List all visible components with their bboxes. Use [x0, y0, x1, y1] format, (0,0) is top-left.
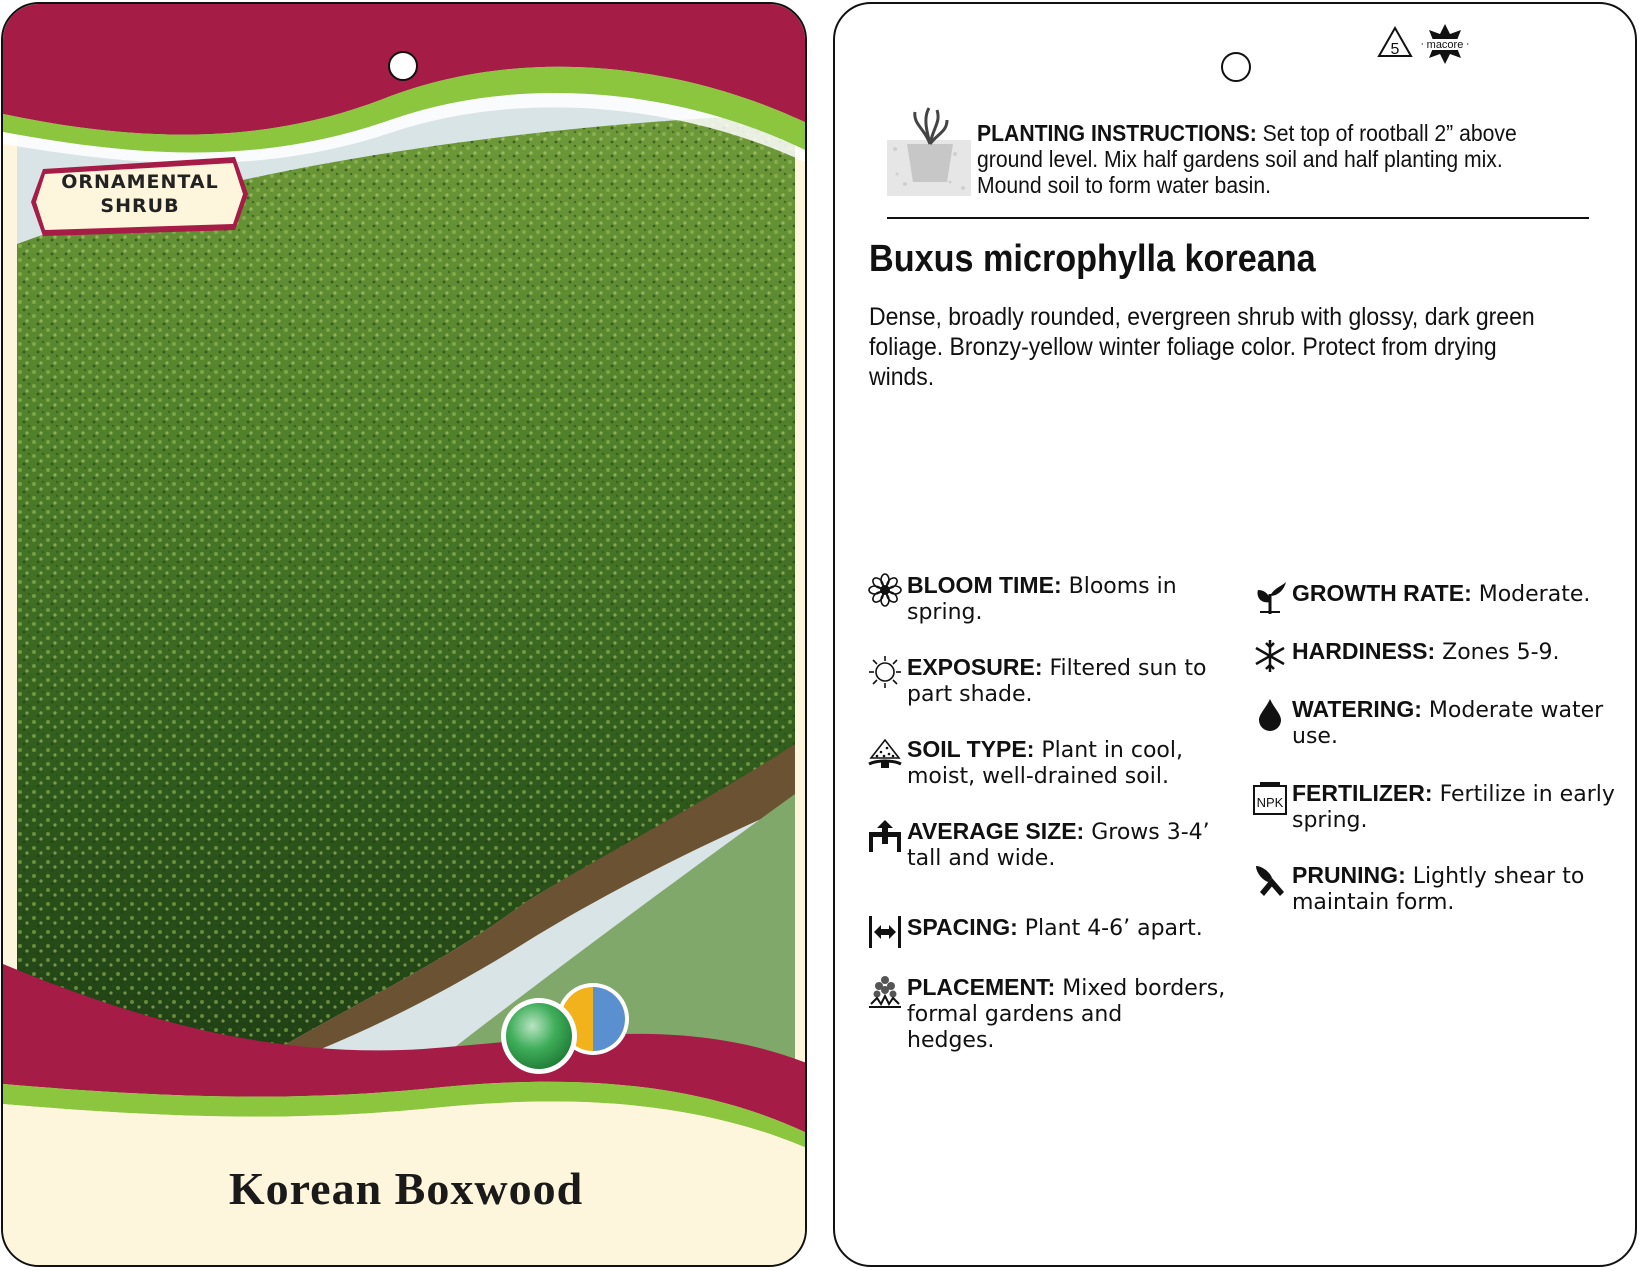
height-icon [867, 818, 903, 854]
description [869, 302, 1568, 392]
badge-line-2: SHRUB [100, 195, 180, 217]
sprout-icon [1252, 580, 1288, 616]
attr-value: spring. [907, 600, 983, 625]
attr-value: Zones 5-9. [1442, 640, 1560, 665]
planting-pot-icon [885, 104, 975, 199]
planting-text-1: Set top of rootball 2” above [1256, 120, 1517, 146]
attr-value: formal gardens and [907, 1002, 1123, 1027]
planting-label: PLANTING INSTRUCTIONS: [977, 120, 1257, 146]
placement-icon [867, 974, 903, 1010]
planting-line-2: ground level. Mix half gardens soil and half planting mix. [977, 146, 1503, 172]
attr-value: Filtered sun to [1049, 656, 1207, 681]
attr-label: SPACING [907, 914, 1011, 940]
common-name: Korean Boxwood [228, 1163, 584, 1214]
attr-label: SOIL TYPE [907, 736, 1027, 762]
attr-label: PRUNING [1292, 862, 1399, 888]
attr-label: WATERING [1292, 696, 1415, 722]
description-line-2: foliage. Bronzy-yellow winter foliage color. Protect from drying [869, 333, 1497, 361]
attr-value: Fertilize in early [1439, 782, 1615, 807]
description-line-3: winds. [869, 363, 935, 391]
attr-label: EXPOSURE [907, 654, 1035, 680]
attr-label: PLACEMENT [907, 974, 1048, 1000]
attr-value: part shade. [907, 682, 1033, 707]
npk-text: NPK [1256, 795, 1284, 810]
divider [887, 217, 1589, 219]
soil-icon [867, 736, 903, 772]
snowflake-icon [1252, 638, 1288, 674]
sun-icon [867, 654, 903, 690]
recycle-icon [1375, 22, 1415, 66]
water-drop-icon [1252, 696, 1288, 732]
hang-hole [1221, 52, 1251, 82]
botanical-name: Buxus microphylla koreana [869, 238, 1316, 280]
planting-line-1 [977, 120, 1547, 146]
hang-hole [388, 51, 418, 81]
attr-value: hedges. [907, 1028, 995, 1053]
planting-instructions [977, 120, 1547, 198]
attr-value: Lightly shear to [1412, 864, 1585, 889]
attr-label: FERTILIZER [1292, 780, 1425, 806]
spacing-icon [867, 914, 903, 950]
attr-value: spring. [1292, 808, 1368, 833]
fertilizer-icon [1252, 780, 1288, 816]
attr-value: maintain form. [1292, 890, 1455, 915]
attr-value: Mixed borders, [1062, 976, 1226, 1001]
back-tag: 5 macore PLANTING INSTRUCTIONS: Set top of rootball 2” above ground level. Mix half gardens soil and half planting mix. Mound soil to form water basin. Buxus microphylla koreana Dense, broadly rounded, evergreen shrub with glossy, dark green foliage. Bronzy-yellow winter foliage color. Protect from drying winds. BLOOM TIME: Blooms in spring. EXPOSURE: Filtered sun to part shade. SOIL TYPE: Plant in cool, moist, well-drained soil. AVERAGE SIZE: Grows 3-4’ tall and wide. SPACING: Plant 4-6’ apart. PLACEMENT: Mixed borders, formal gardens and hedges. GROWTH RATE: Moderate. HARDINESS: Zones 5-9. WATERING: Moderate water use. NPK FERTILIZER: Fertilize in early spring. PRUNING: Lightly shear to maintain form. [833, 2, 1637, 1267]
attr-value: tall and wide. [907, 846, 1056, 871]
attr-value: Grows 3-4’ [1091, 820, 1210, 845]
recycle-number: 5 [1390, 41, 1400, 58]
attr-value: moist, well-drained soil. [907, 764, 1169, 789]
attr-value: Moderate. [1478, 582, 1591, 607]
badge-line-1: ORNAMENTAL [61, 171, 219, 193]
attr-label: BLOOM TIME [907, 572, 1054, 598]
description-line-1: Dense, broadly rounded, evergreen shrub with glossy, dark green [869, 303, 1535, 331]
attr-value: Plant in cool, [1041, 738, 1183, 763]
front-tag [1, 2, 807, 1267]
attr-value: Blooms in [1068, 574, 1177, 599]
macore-logo [1417, 22, 1473, 66]
attr-label: HARDINESS [1292, 638, 1428, 664]
attr-value: Moderate water [1428, 698, 1604, 723]
category-badge [33, 170, 247, 218]
planting-line-3: Mound soil to form water basin. [977, 172, 1272, 198]
flower-icon [867, 572, 903, 608]
attr-value: Plant 4-6’ apart. [1024, 916, 1203, 941]
attr-label: GROWTH RATE [1292, 580, 1465, 606]
macore-text: macore [1426, 39, 1464, 51]
attr-value: use. [1292, 724, 1338, 749]
attr-label: AVERAGE SIZE [907, 818, 1077, 844]
pruners-icon [1252, 862, 1288, 898]
